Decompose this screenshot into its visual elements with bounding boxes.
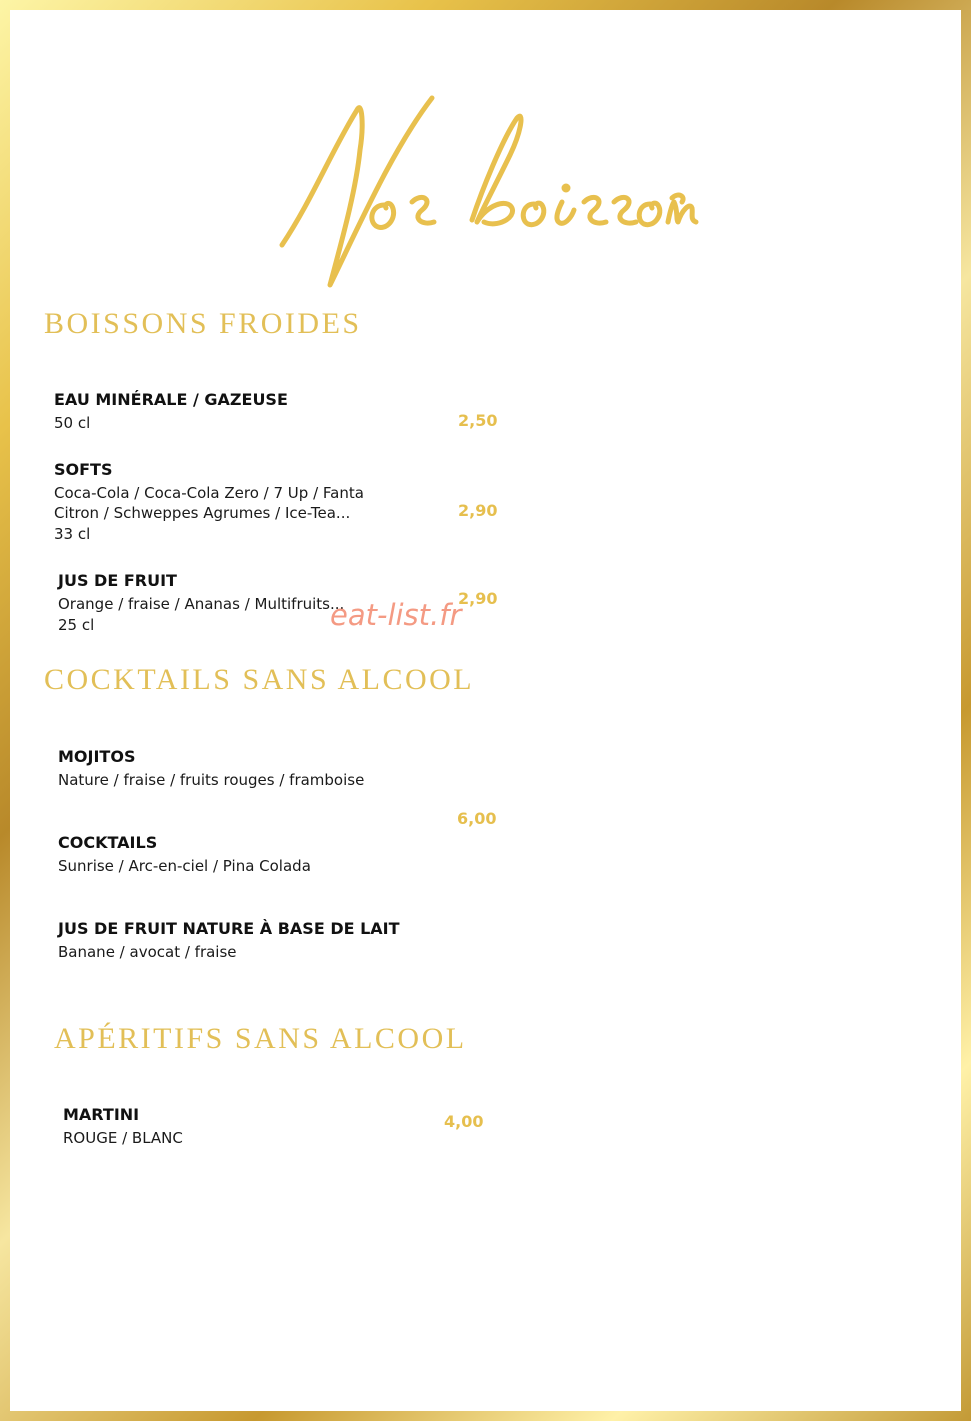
section-title-cocktails: COCKTAILS SANS ALCOOL [44, 663, 475, 696]
item-desc-softs-line3: 33 cl [54, 525, 91, 543]
item-desc-softs-line2: Citron / Schweppes Agrumes / Ice-Tea... [54, 504, 351, 522]
item-desc-jus-lait: Banane / avocat / fraise [58, 943, 237, 961]
item-desc-cocktails: Sunrise / Arc-en-ciel / Pina Colada [58, 857, 311, 875]
item-desc-eau-minerale: 50 cl [54, 414, 91, 432]
item-desc-mojitos: Nature / fraise / fruits rouges / framboise [58, 771, 365, 789]
price-jus-de-fruit: 2,90 [458, 589, 498, 608]
item-desc-softs-line1: Coca-Cola / Coca-Cola Zero / 7 Up / Fanta [54, 484, 364, 502]
item-name-eau-minerale: EAU MINÉRALE / GAZEUSE [54, 390, 288, 409]
item-desc-martini: ROUGE / BLANC [63, 1129, 183, 1147]
item-name-jus-lait: JUS DE FRUIT NATURE À BASE DE LAIT [58, 919, 400, 938]
item-name-softs: SOFTS [54, 460, 113, 479]
price-softs: 2,90 [458, 501, 498, 520]
price-martini: 4,00 [444, 1112, 484, 1131]
item-desc-jus-de-fruit-line2: 25 cl [58, 616, 95, 634]
price-eau-minerale: 2,50 [458, 411, 498, 430]
item-name-martini: MARTINI [63, 1105, 140, 1124]
section-title-aperitifs: APÉRITIFS SANS ALCOOL [54, 1022, 467, 1055]
section-title-boissons-froides: BOISSONS FROIDES [44, 307, 362, 340]
price-cocktails-section: 6,00 [457, 809, 497, 828]
item-name-mojitos: MOJITOS [58, 747, 136, 766]
item-desc-jus-de-fruit-line1: Orange / fraise / Ananas / Multifruits... [58, 595, 345, 613]
page-title [272, 80, 702, 310]
watermark: eat-list.fr [330, 598, 462, 632]
item-name-cocktails: COCKTAILS [58, 833, 158, 852]
item-name-jus-de-fruit: JUS DE FRUIT [58, 571, 177, 590]
